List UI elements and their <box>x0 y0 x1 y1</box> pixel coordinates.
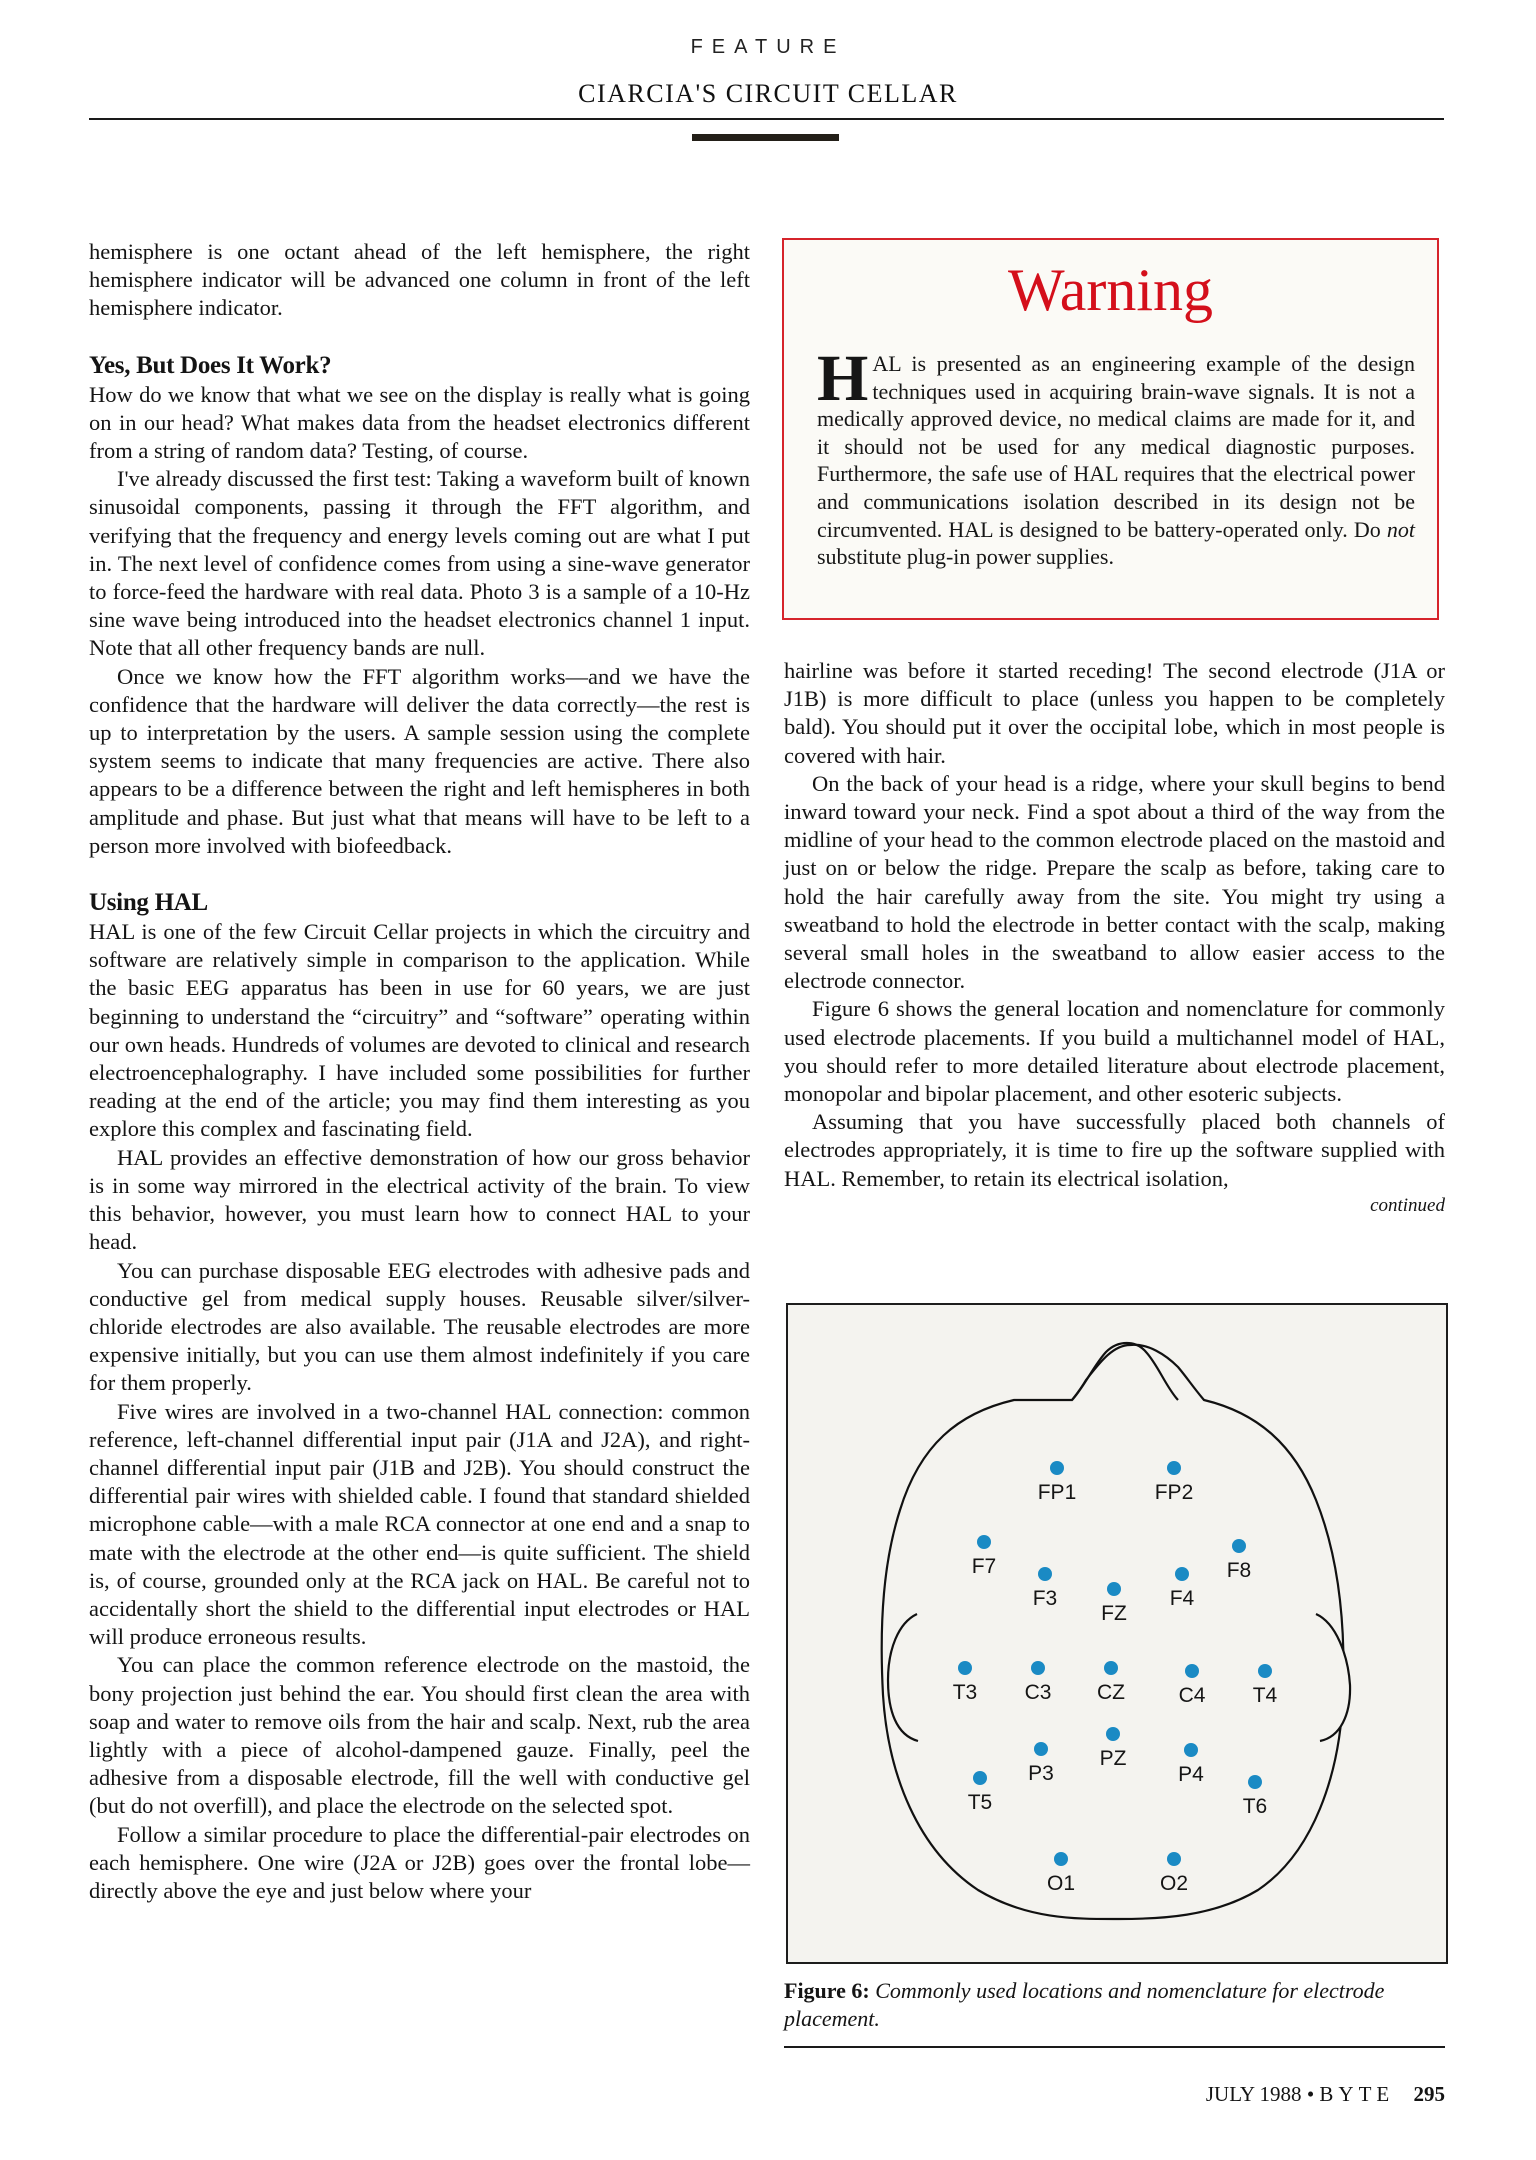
electrode-label-o2: O2 <box>1159 1872 1189 1895</box>
electrode-label-f4: F4 <box>1169 1587 1195 1610</box>
electrode-dot-p4 <box>1184 1743 1198 1757</box>
electrode-label-t3: T3 <box>952 1681 978 1704</box>
electrode-dot-fz <box>1107 1582 1121 1596</box>
electrode-label-t6: T6 <box>1242 1795 1268 1818</box>
paragraph: Five wires are involved in a two-channel HAL connection: common reference, left-channel differential input pair (J1A and J2A), and right-channel differential input pair (J1B and J2B). You should construct the differential pair wires with shielded cable. I found that standard shielded microphone cable—with a male RCA connector at one end and a snap to mate with the electrode at the other end—is quite sufficient. The shield is, of course, grounded only at the RCA jack on HAL. Be careful not to accidentally short the shield to the differential input electrodes or HAL will produce erroneous results. <box>89 1398 750 1650</box>
footer-separator: • <box>1306 2082 1315 2106</box>
paragraph: Figure 6 shows the general location and nomenclature for commonly used electrode placements. If you build a multichannel model of HAL, you should refer to more detailed literature about electrode placement, monopolar and bipolar placement, and other esoteric subjects. <box>784 996 1445 1107</box>
electrode-dot-f4 <box>1175 1567 1189 1581</box>
electrode-dot-o1 <box>1054 1852 1068 1866</box>
caption-text: Commonly used locations and nomenclature for electrode placement. <box>784 1978 1385 2031</box>
electrode-label-c4: C4 <box>1178 1684 1206 1707</box>
electrode-dot-f3 <box>1038 1567 1052 1581</box>
electrode-dot-t3 <box>958 1661 972 1675</box>
electrode-label-cz: CZ <box>1097 1681 1125 1704</box>
electrode-label-f8: F8 <box>1226 1559 1252 1582</box>
warning-sidebar <box>782 238 1439 620</box>
paragraph: You can purchase disposable EEG electrodes with adhesive pads and conductive gel from medical supply houses. Reusable silver/silver-chloride electrodes are also available. The reusable electrodes are more expensive initially, but you can use them almost indefinitely if you care for them properly. <box>89 1257 750 1396</box>
drop-cap: H <box>817 342 869 415</box>
paragraph: Follow a similar procedure to place the differential-pair electrodes on each hemisphere. One wire (J2A or J2B) goes over the frontal lobe—directly above the eye and just below where your <box>89 1821 750 1903</box>
electrode-label-c3: C3 <box>1024 1681 1052 1704</box>
subheading-yes-but-does-it-work: Yes, But Does It Work? <box>89 351 332 379</box>
paragraph: You can place the common reference electrode on the mastoid, the bony projection just behind the ear. You should first clean the area with soap and water to remove oils from the hair and scalp. Next, rub the area lightly with a piece of alcohol-dampened gauze. Finally, peel the adhesive from a disposable electrode, fill the well with conductive gel (but do not overfill), and place the electrode on the selected spot. <box>89 1652 750 1819</box>
paragraph: HAL is one of the few Circuit Cellar projects in which the circuitry and software are relatively simple in comparison to the application. While the basic EEG apparatus has been in use for 60 years, we are just beginning to understand the “circuitry” and “software” operating within our own heads. Hundreds of volumes are devoted to clinical and research electroencephalography. I have included some possibilities for further reading at the end of the article; you may find them interesting as you explore this complex and fascinating field. <box>89 919 750 1142</box>
issue-date: JULY 1988 <box>1205 2082 1302 2106</box>
electrode-label-fp1: FP1 <box>1037 1481 1077 1504</box>
paragraph: Once we know how the FFT algorithm works—and we have the confidence that the hardware will deliver the data correctly—the rest is up to interpretation by the users. A sample session using the complete system seems to indicate that many frequencies are active. There also appears to be a difference between the right and left hemispheres in both amplitude and phase. But just what that means will have to be left to a person more involved with biofeedback. <box>89 663 750 858</box>
electrode-dot-t6 <box>1248 1775 1262 1789</box>
paragraph: hairline was before it started receding! The second electrode (J1A or J1B) is more difficult to place (unless you happen to be completely bald). You should put it over the occipital lobe, which in most people is covered with hair. <box>784 658 1445 768</box>
page-number: 295 <box>1413 2082 1445 2106</box>
right-column <box>784 657 1445 1219</box>
header-rule <box>89 118 1444 120</box>
subheading-using-hal: Using HAL <box>89 889 208 917</box>
electrode-dot-fp2 <box>1167 1461 1181 1475</box>
electrode-label-fp2: FP2 <box>1154 1481 1194 1504</box>
electrode-dot-p3 <box>1034 1742 1048 1756</box>
paragraph: hemisphere is one octant ahead of the left hemisphere, the right hemisphere indicator will be advanced one column in front of the left hemisphere indicator. <box>89 239 750 321</box>
electrode-label-f3: F3 <box>1032 1587 1058 1610</box>
caption-label: Figure 6: <box>784 1978 870 2003</box>
column-title: CIARCIA'S CIRCUIT CELLAR <box>578 79 958 108</box>
electrode-dot-o2 <box>1167 1852 1181 1866</box>
section-kicker: FEATURE <box>690 36 846 58</box>
paragraph: How do we know that what we see on the display is really what is going on in our head? What makes data from the headset electronics different from a string of random data? Testing, of course. <box>89 381 750 464</box>
continued-marker: continued <box>1370 1194 1445 1216</box>
electrode-dot-c3 <box>1031 1661 1045 1675</box>
electrode-dot-f7 <box>977 1535 991 1549</box>
head-outline-icon <box>882 1345 1344 1919</box>
warning-body <box>817 342 1415 571</box>
warning-title: Warning <box>1007 257 1214 323</box>
electrode-label-t5: T5 <box>967 1791 993 1814</box>
electrode-dot-c4 <box>1185 1664 1199 1678</box>
paragraph: On the back of your head is a ridge, where your skull begins to bend inward toward your neck. Find a spot about a third of the way from the midline of your head to the common electrode placed on the mastoid and just on or below the ridge. Prepare the scalp as before, taking care to hold the hair carefully away from the site. You might try using a sweatband to hold the electrode in better contact with the scalp, making several small holes in the sweatband to allow easier access to the electrode connector. <box>784 770 1445 994</box>
warning-text: AL is presented as an engineering example of the design techniques used in acquiring brain-wave signals. It is not a medically approved device, no medical claims are made for it, and it should not be used for any medical diagnostic purposes. Furthermore, the safe use of HAL requires that the electrical power and communications isolation described in its design not be circumvented. HAL is designed to be battery-operated only. Do <box>817 351 1415 542</box>
electrode-dot-t5 <box>973 1771 987 1785</box>
caption-rule <box>784 2046 1445 2048</box>
electrode-dot-f8 <box>1232 1539 1246 1553</box>
electrode-dot-fp1 <box>1050 1461 1064 1475</box>
electrode-label-pz: PZ <box>1099 1747 1127 1770</box>
electrode-label-fz: FZ <box>1101 1602 1127 1625</box>
magazine-name: BYTE <box>1319 2082 1395 2106</box>
electrode-label-p4: P4 <box>1178 1763 1204 1786</box>
electrode-label-o1: O1 <box>1046 1872 1076 1895</box>
page-footer <box>1180 2082 1445 2107</box>
figure-caption <box>784 1977 1445 2033</box>
paragraph: HAL provides an effective demonstration of how our gross behavior is in some way mirrored in the electrical activity of the brain. To view this behavior, however, you must learn how to connect HAL to your head. <box>89 1144 750 1255</box>
figure-6-electrode-diagram <box>786 1303 1448 1964</box>
electrode-label-f7: F7 <box>971 1555 997 1578</box>
warning-text-end: substitute plug-in power supplies. <box>817 544 1114 570</box>
header-accent-bar <box>692 134 839 141</box>
right-ear-icon <box>1316 1614 1350 1741</box>
head-diagram <box>788 1305 1450 1966</box>
left-column <box>89 238 750 1905</box>
warning-emphasis: not <box>1386 516 1415 542</box>
electrode-dot-cz <box>1104 1661 1118 1675</box>
electrode-label-t4: T4 <box>1252 1684 1278 1707</box>
electrode-dot-t4 <box>1258 1664 1272 1678</box>
electrode-dot-pz <box>1106 1727 1120 1741</box>
electrode-label-p3: P3 <box>1028 1762 1054 1785</box>
paragraph: I've already discussed the first test: Taking a waveform built of known sinusoidal components, passing it through the FFT algorithm, and verifying that the frequency and energy levels coming out are what I put in. The next level of confidence comes from using a sine-wave generator to force-feed the hardware with real data. Photo 3 is a sample of a 10-Hz sine wave being introduced into the headset electronics channel 1 input. Note that all other frequency bands are null. <box>89 466 750 661</box>
paragraph: Assuming that you have successfully placed both channels of electrodes appropriately, it is time to fire up the software supplied with HAL. Remember, to retain its electrical isolation, <box>784 1109 1445 1191</box>
